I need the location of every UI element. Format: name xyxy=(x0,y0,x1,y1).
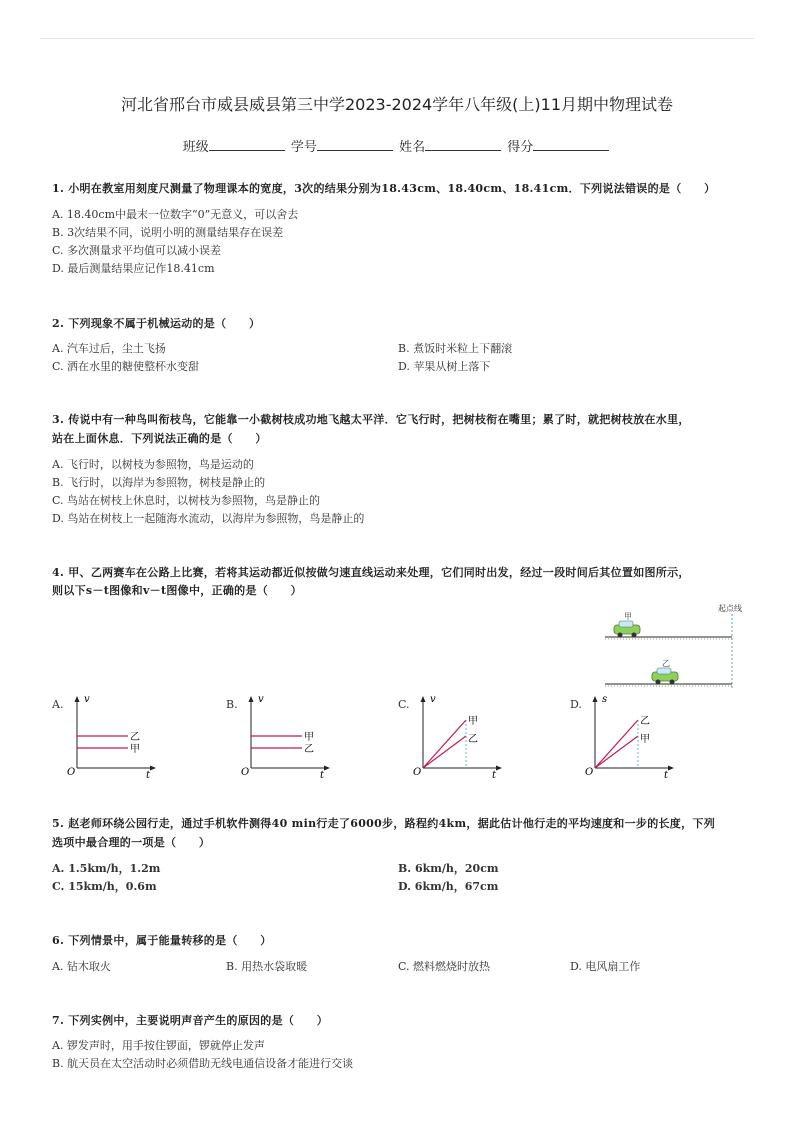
x-axis-label: t xyxy=(320,770,325,780)
graph-option-c xyxy=(410,690,510,780)
line-bottom-label: 甲 xyxy=(640,734,650,745)
question-1-option-b: B. 3次结果不同，说明小明的测量结果存在误差 xyxy=(52,226,284,239)
graph-option-b xyxy=(238,690,338,780)
question-3-stem-line1: 3. 传说中有一种鸟叫衔枝鸟，它能靠一小截树枝成功地飞越太平洋．它飞行时，把树枝衔在嘴里；累了时，就把树枝放在水里， xyxy=(52,413,690,426)
line-top xyxy=(595,720,638,768)
origin-label: O xyxy=(241,767,250,778)
x-axis-label: t xyxy=(664,770,669,780)
class-label: 班级 xyxy=(182,140,209,155)
line-bottom-label: 乙 xyxy=(304,744,314,755)
question-5-option-c: C. 15km/h，0.6m xyxy=(52,880,157,893)
question-4-option-a-label: A. xyxy=(52,698,64,711)
line-top-label: 乙 xyxy=(130,732,140,743)
question-1-option-d: D. 最后测量结果应记作18.41cm xyxy=(52,262,215,275)
x-axis-label: t xyxy=(146,770,151,780)
score-label: 得分 xyxy=(507,140,534,155)
question-6-stem: 6. 下列情景中，属于能量转移的是（ ） xyxy=(52,934,272,947)
score-blank xyxy=(533,140,609,151)
car-b-label: 乙 xyxy=(662,659,670,668)
question-5-stem-line2: 选项中最合理的一项是（ ） xyxy=(52,836,211,849)
question-4-stem-line2: 则以下s－t图像和v－t图像中，正确的是（ ） xyxy=(52,584,302,597)
question-3-stem-line2: 站在上面休息．下列说法正确的是（ ） xyxy=(52,432,267,445)
exam-title: 河北省邢台市威县威县第三中学2023-2024学年八年级(上)11月期中物理试卷 xyxy=(120,95,674,114)
origin-label: O xyxy=(585,767,594,778)
question-2-stem: 2. 下列现象不属于机械运动的是（ ） xyxy=(52,317,261,330)
question-4-option-d-label: D. xyxy=(570,698,582,711)
question-4-stem-line1: 4. 甲、乙两赛车在公路上比赛，若将其运动都近似按做匀速直线运动来处理，它们同时出发，经过一段时间后其位置如图所示， xyxy=(52,566,690,579)
question-7-stem: 7. 下列实例中，主要说明声音产生的原因的是（ ） xyxy=(52,1014,329,1027)
number-blank xyxy=(317,140,393,151)
question-3-option-c: C. 鸟站在树枝上休息时，以树枝为参照物，鸟是静止的 xyxy=(52,494,321,507)
name-blank xyxy=(425,140,501,151)
line-top-label: 甲 xyxy=(304,732,314,743)
graph-option-a xyxy=(64,690,164,780)
line-top xyxy=(423,720,466,768)
question-6-option-d: D. 电风扇工作 xyxy=(570,960,641,973)
question-3-option-b: B. 飞行时，以海岸为参照物，树枝是静止的 xyxy=(52,476,266,489)
question-5-stem-line1: 5. 赵老师环绕公园行走，通过手机软件测得40 min行走了6000步，路程约4km，据此估计他行走的平均速度和一步的长度，下列 xyxy=(52,817,715,830)
name-label: 姓名 xyxy=(399,140,426,155)
car-a-label: 甲 xyxy=(624,612,632,621)
question-4-option-b-label: B. xyxy=(226,698,238,711)
line-bottom xyxy=(423,736,466,768)
origin-label: O xyxy=(413,767,422,778)
race-track-figure xyxy=(600,600,750,690)
question-6-option-a: A. 钻木取火 xyxy=(52,960,111,973)
class-blank xyxy=(209,140,285,151)
question-2-option-b: B. 煮饭时米粒上下翻滚 xyxy=(398,342,513,355)
question-6-option-b: B. 用热水袋取暖 xyxy=(226,960,308,973)
line-top-label: 甲 xyxy=(468,716,478,727)
y-axis-label: v xyxy=(258,694,264,705)
line-top-label: 乙 xyxy=(640,716,650,727)
y-axis-label: s xyxy=(602,694,608,705)
line-bottom xyxy=(595,736,638,768)
question-5-option-b: B. 6km/h，20cm xyxy=(398,862,499,875)
question-2-option-a: A. 汽车过后，尘土飞扬 xyxy=(52,342,166,355)
finish-line-label: 起点线 xyxy=(718,604,742,613)
question-2-option-c: C. 洒在水里的糖使整杯水变甜 xyxy=(52,360,200,373)
question-5-option-d: D. 6km/h，67cm xyxy=(398,880,499,893)
question-1-option-c: C. 多次测量求平均值可以减小误差 xyxy=(52,244,222,257)
question-2-option-d: D. 苹果从树上落下 xyxy=(398,360,491,373)
question-7-option-b: B. 航天员在太空活动时必须借助无线电通信设备才能进行交谈 xyxy=(52,1057,354,1070)
question-7-option-a: A. 锣发声时，用手按住锣面，锣就停止发声 xyxy=(52,1039,265,1052)
line-bottom-label: 乙 xyxy=(468,734,478,745)
header-divider xyxy=(40,38,754,39)
question-1-option-a: A. 18.40cm中最末一位数字“0”无意义，可以舍去 xyxy=(52,208,299,221)
car-b-icon xyxy=(652,668,678,685)
y-axis-label: v xyxy=(430,694,436,705)
question-6-option-c: C. 燃料燃烧时放热 xyxy=(398,960,491,973)
question-3-option-a: A. 飞行时，以树枝为参照物，鸟是运动的 xyxy=(52,458,254,471)
origin-label: O xyxy=(67,767,76,778)
x-axis-label: t xyxy=(492,770,497,780)
y-axis-label: v xyxy=(84,694,90,705)
question-1-stem: 1. 小明在教室用刻度尺测量了物理课本的宽度，3次的结果分别为18.43cm、18.40cm、18.41cm．下列说法错误的是（ ） xyxy=(52,182,716,195)
car-a-icon xyxy=(614,621,640,638)
student-info-row xyxy=(0,136,794,155)
question-3-option-d: D. 鸟站在树枝上一起随海水流动，以海岸为参照物，鸟是静止的 xyxy=(52,512,365,525)
line-bottom-label: 甲 xyxy=(130,744,140,755)
question-5-option-a: A. 1.5km/h，1.2m xyxy=(52,862,161,875)
graph-option-d xyxy=(582,690,682,780)
question-4-option-c-label: C. xyxy=(398,698,410,711)
number-label: 学号 xyxy=(290,140,317,155)
